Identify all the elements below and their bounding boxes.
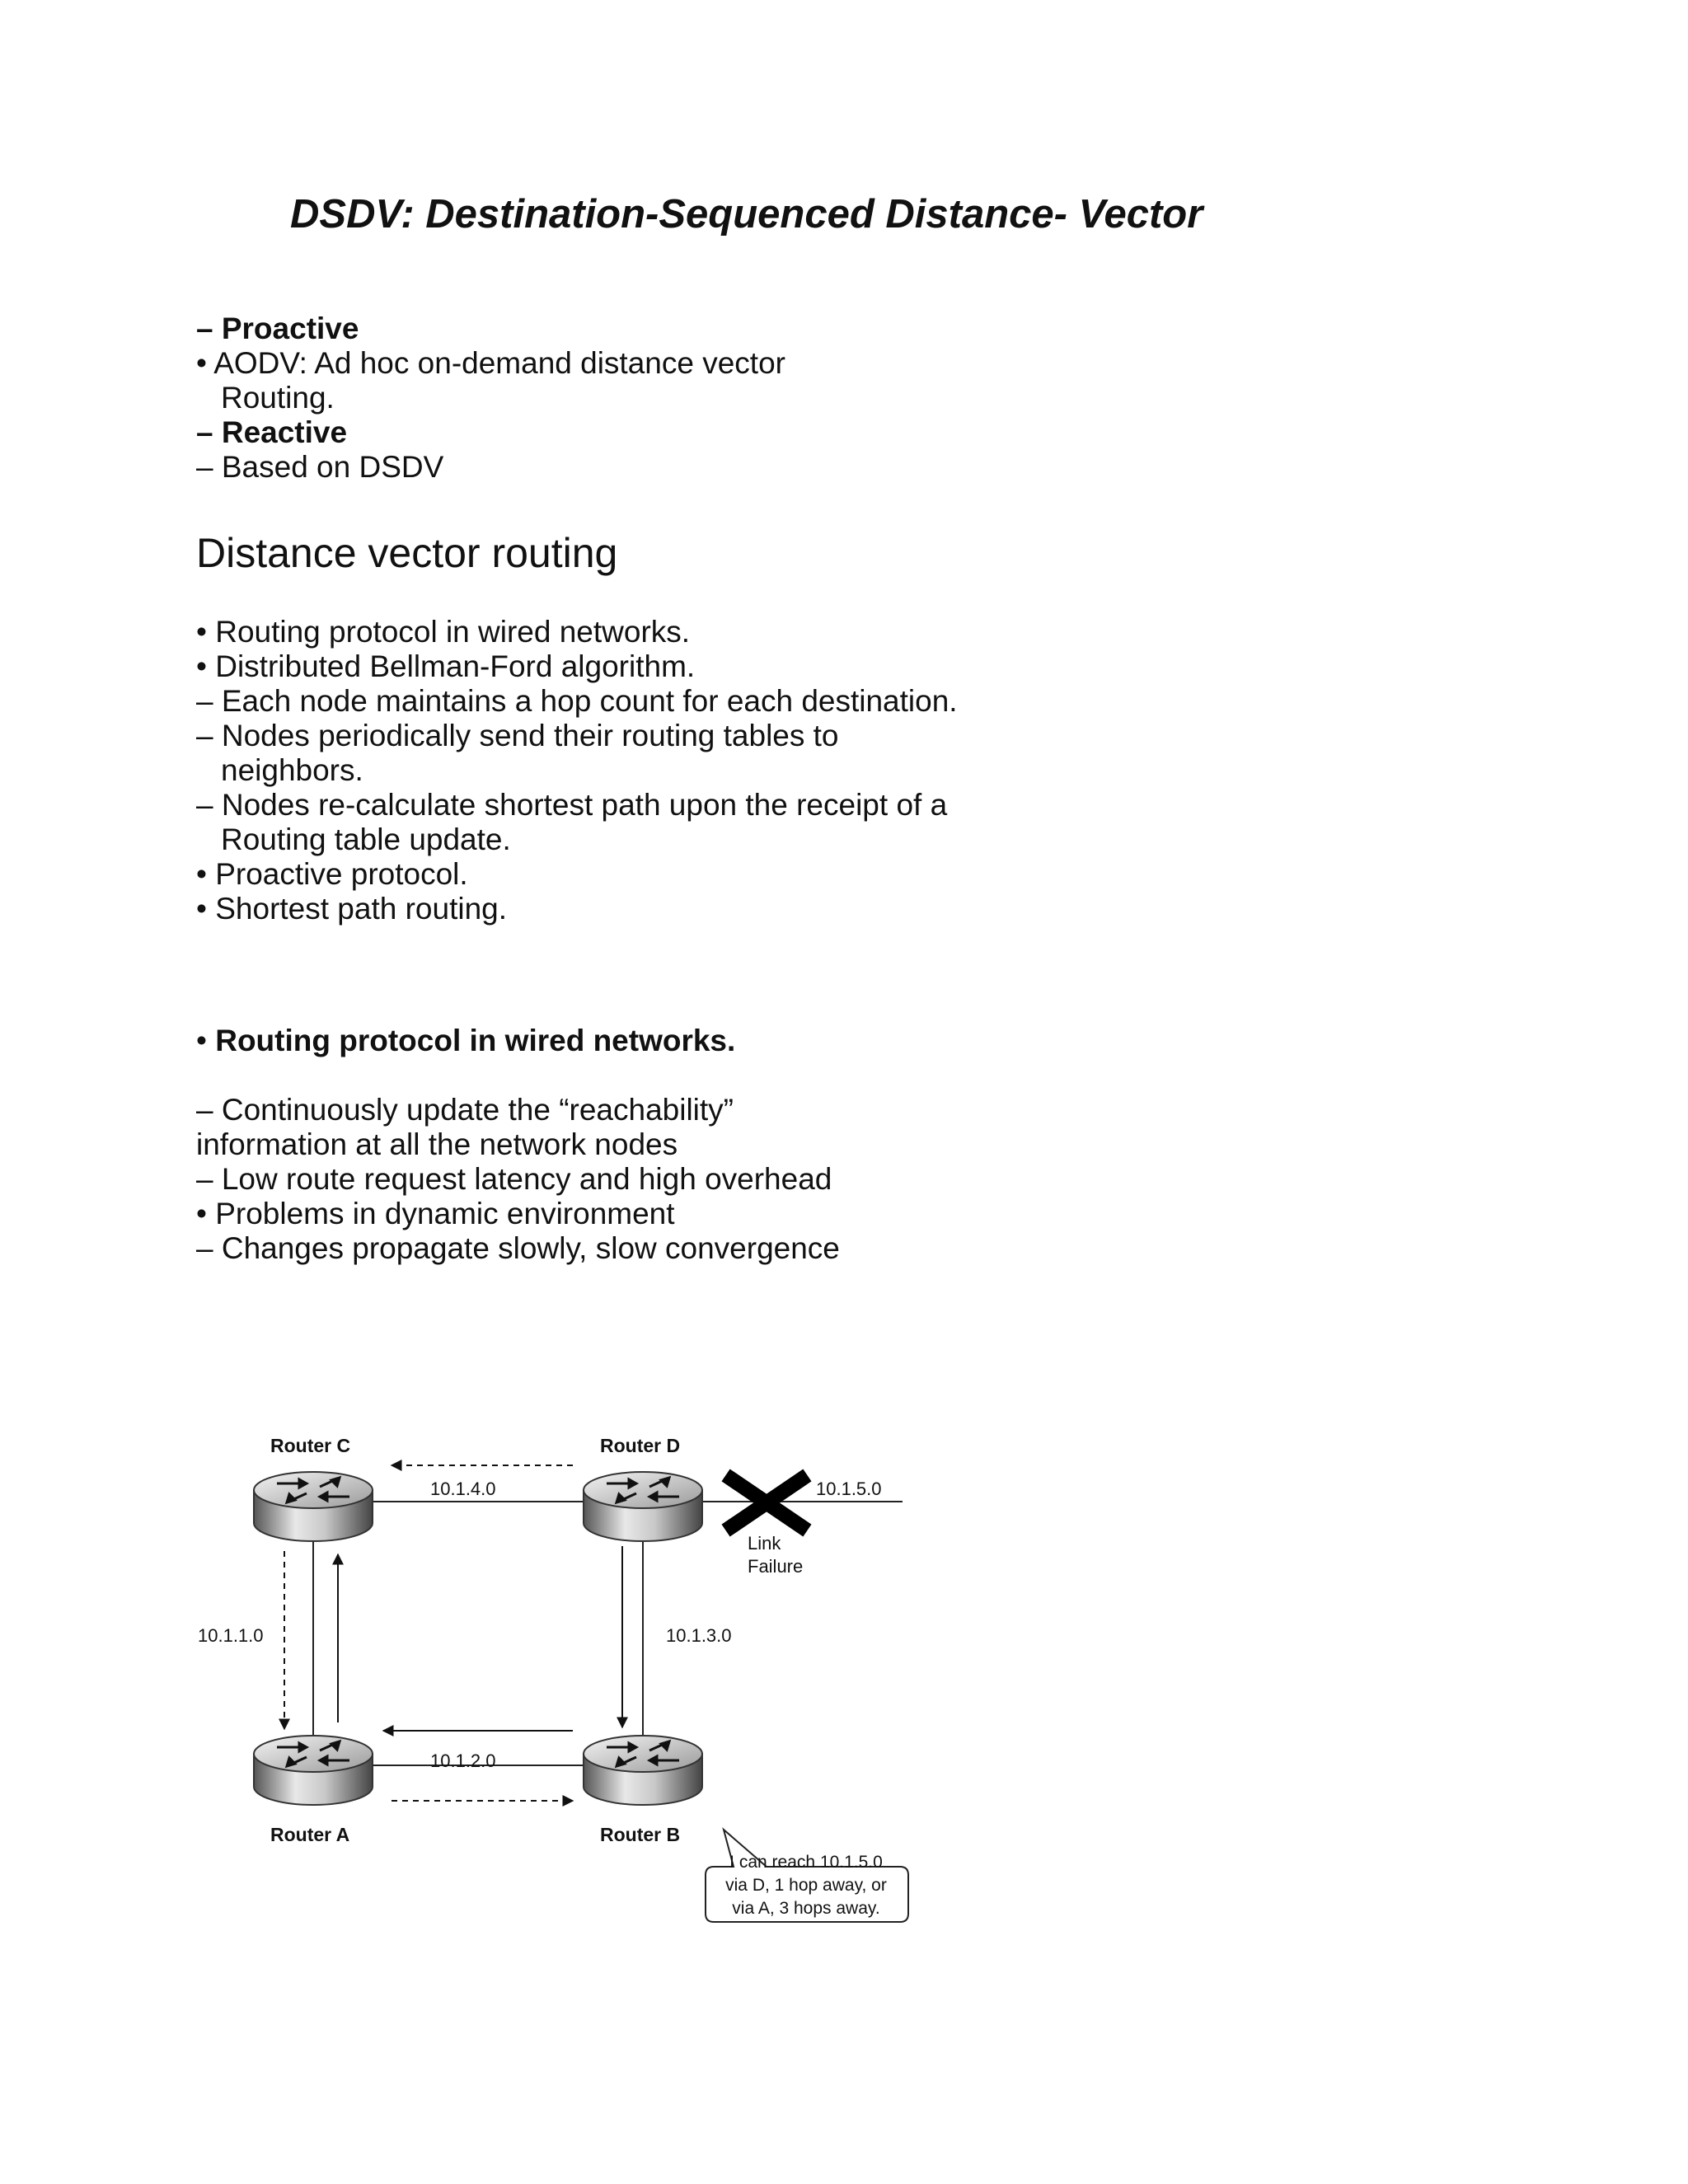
net-label-db: 10.1.3.0 — [666, 1625, 732, 1646]
dv-line-4: – Nodes periodically send their routing tables to — [196, 719, 839, 752]
page-title: DSDV: Destination-Sequenced Distance- Vector — [290, 192, 1203, 237]
router-a-label: Router A — [270, 1824, 350, 1845]
based-on-dsdv-line: – Based on DSDV — [196, 450, 444, 484]
failure-label-failure: Failure — [748, 1556, 804, 1577]
wired-line-2: information at all the network nodes — [196, 1127, 678, 1161]
wired-line-4: • Problems in dynamic environment — [196, 1197, 675, 1230]
callout-line-2: via D, 1 hop away, or — [725, 1876, 887, 1895]
callout-line-1: I can reach 10.1.5.0 — [729, 1853, 883, 1872]
aodv-line: • AODV: Ad hoc on-demand distance vector — [196, 346, 785, 380]
net-label-d-out: 10.1.5.0 — [816, 1479, 882, 1499]
wired-bullet: • — [196, 1024, 216, 1057]
link-failure-x-icon — [732, 1479, 801, 1526]
dv-line-5: neighbors. — [221, 753, 363, 787]
router-b-label: Router B — [600, 1824, 681, 1845]
failure-label-link: Link — [748, 1533, 781, 1554]
callout-line-3: via A, 3 hops away. — [732, 1899, 880, 1918]
router-a-icon — [254, 1736, 373, 1805]
router-c-label: Router C — [270, 1435, 351, 1456]
net-label-ca: 10.1.1.0 — [198, 1625, 264, 1646]
section-heading-distance-vector: Distance vector routing — [196, 530, 618, 576]
dv-line-3: – Each node maintains a hop count for each destination. — [196, 684, 958, 718]
net-label-cd: 10.1.4.0 — [430, 1479, 496, 1499]
net-label-ab: 10.1.2.0 — [430, 1750, 496, 1771]
dv-line-2: • Distributed Bellman-Ford algorithm. — [196, 649, 696, 683]
router-d-icon — [584, 1472, 702, 1541]
proactive-label: – Proactive — [196, 312, 359, 345]
router-c-icon — [254, 1472, 373, 1541]
aodv-routing-line: Routing. — [221, 381, 335, 415]
wired-line-1: – Continuously update the “reachability” — [196, 1093, 734, 1127]
dv-line-7: Routing table update. — [221, 823, 511, 856]
wired-line-5: – Changes propagate slowly, slow convergence — [196, 1231, 840, 1265]
wired-heading: Routing protocol in wired networks. — [215, 1024, 736, 1057]
dv-line-9: • Shortest path routing. — [196, 892, 508, 926]
dv-line-8: • Proactive protocol. — [196, 857, 468, 891]
router-d-label: Router D — [600, 1435, 681, 1456]
wired-line-3: – Low route request latency and high overhead — [196, 1162, 832, 1196]
dv-line-6: – Nodes re-calculate shortest path upon the receipt of a — [196, 788, 948, 822]
router-b-icon — [584, 1736, 702, 1805]
reactive-label: – Reactive — [196, 415, 348, 449]
dv-line-1: • Routing protocol in wired networks. — [196, 615, 691, 649]
